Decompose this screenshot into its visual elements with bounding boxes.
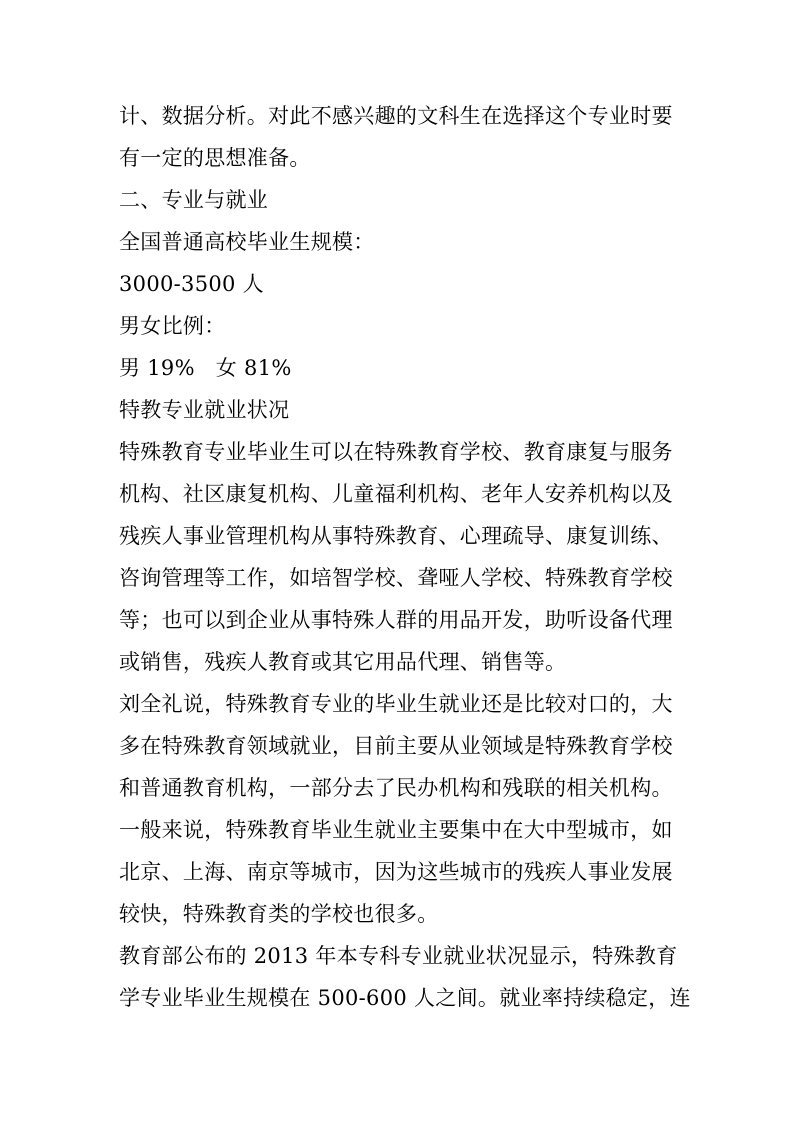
text-line: 或销售，残疾人教育或其它用品代理、销售等。 (119, 650, 567, 674)
text-line: 和普通教育机构，一部分去了民办机构和残联的相关机构。 (119, 776, 673, 800)
text-line: 较快，特殊教育类的学校也很多。 (119, 902, 439, 926)
text-line: 机构、社区康复机构、儿童福利机构、老年人安养机构以及 (119, 482, 673, 506)
text-line: 等；也可以到企业从事特殊人群的用品开发，助听设备代理 (119, 608, 673, 632)
text-line: 男 19% 女 81% (119, 356, 292, 380)
text-line: 计、数据分析。对此不感兴趣的文科生在选择这个专业时要 (119, 104, 673, 128)
subsection-heading: 特教专业就业状况 (119, 398, 290, 422)
text-line: 多在特殊教育领域就业，目前主要从业领域是特殊教育学校 (119, 734, 673, 758)
text-line: 刘全礼说，特殊教育专业的毕业生就业还是比较对口的，大 (119, 692, 673, 716)
text-line: 学专业毕业生规模在 500-600 人之间。就业率持续稳定，连 (119, 986, 691, 1010)
text-line: 残疾人事业管理机构从事特殊教育、心理疏导、康复训练、 (119, 524, 673, 548)
text-line: 全国普通高校毕业生规模： (119, 230, 375, 254)
text-line: 一般来说，特殊教育毕业生就业主要集中在大中型城市，如 (119, 818, 673, 842)
text-line: 男女比例： (119, 314, 226, 338)
text-line: 有一定的思想准备。 (119, 146, 311, 170)
text-line: 3000-3500 人 (119, 272, 264, 296)
text-line: 北京、上海、南京等城市，因为这些城市的残疾人事业发展 (119, 860, 673, 884)
text-line: 教育部公布的 2013 年本专科专业就业状况显示，特殊教育 (119, 944, 678, 968)
section-heading: 二、专业与就业 (119, 188, 269, 212)
text-line: 特殊教育专业毕业生可以在特殊教育学校、教育康复与服务 (119, 440, 673, 464)
text-line: 咨询管理等工作，如培智学校、聋哑人学校、特殊教育学校 (119, 566, 673, 590)
